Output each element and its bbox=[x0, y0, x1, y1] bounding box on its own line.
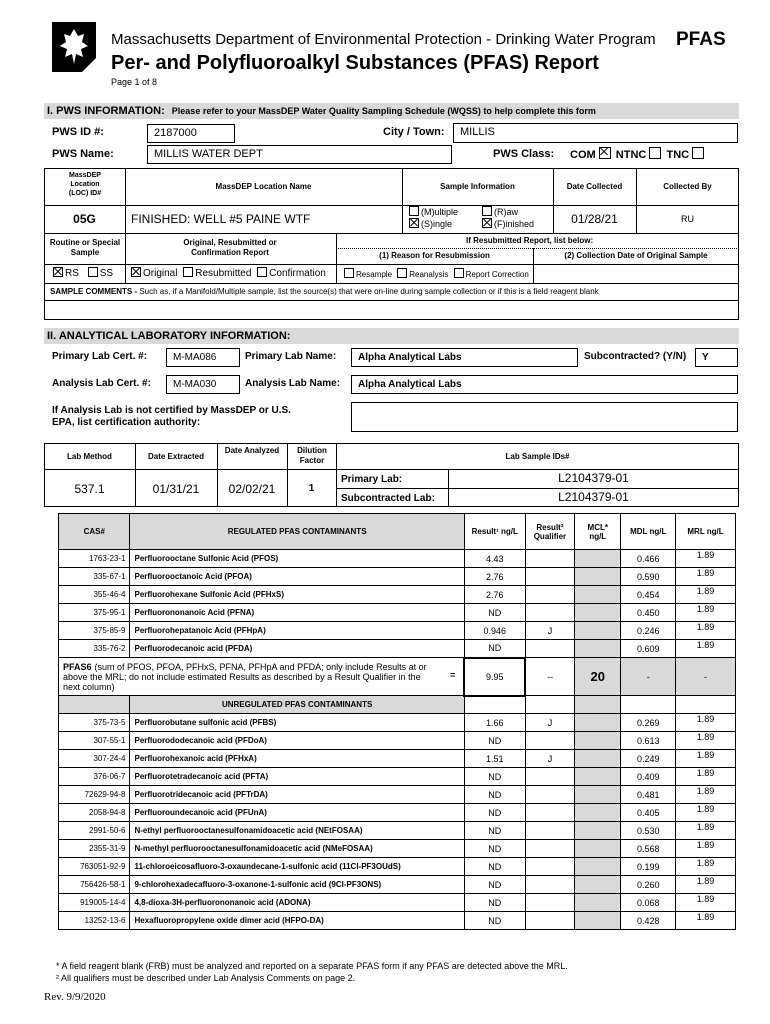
result-value[interactable]: 2.76 bbox=[464, 568, 525, 586]
footnote-frb: * A field reagent blank (FRB) must be analyzed and reported on a separate PFAS form if any PFAS are detected above the MRL. bbox=[56, 961, 568, 971]
cas-number: 375-85-9 bbox=[59, 622, 130, 640]
cas-number: 919005-14-4 bbox=[59, 894, 130, 912]
reason-header: (1) Reason for Resubmission bbox=[379, 251, 490, 260]
table-row bbox=[59, 840, 736, 858]
mdl-value[interactable]: 0.454 bbox=[621, 586, 676, 604]
qualifier-value[interactable] bbox=[525, 640, 574, 658]
unregulated-header-row bbox=[59, 696, 736, 714]
revision-date: Rev. 9/9/2020 bbox=[44, 991, 106, 1003]
contaminants-table bbox=[58, 513, 736, 930]
result-value[interactable]: 2.76 bbox=[464, 586, 525, 604]
table-row bbox=[59, 732, 736, 750]
qualifier-value[interactable] bbox=[525, 894, 574, 912]
mcl-cell bbox=[575, 550, 621, 568]
multiple-checkbox[interactable] bbox=[409, 206, 419, 216]
table-row bbox=[59, 858, 736, 876]
subcontracted-lab-id[interactable]: L2104379-01 bbox=[558, 490, 629, 504]
cas-number: 2355-31-9 bbox=[59, 840, 130, 858]
cas-number: 2991-50-6 bbox=[59, 822, 130, 840]
analysis-cert-field[interactable]: M-MA030 bbox=[166, 375, 240, 394]
class-tnc-checkbox[interactable] bbox=[692, 147, 704, 159]
qualifier-value[interactable] bbox=[525, 768, 574, 786]
certification-authority-field[interactable] bbox=[351, 402, 738, 432]
analysis-cert-label: Analysis Lab Cert. #: bbox=[52, 378, 151, 389]
mrl-value[interactable]: 1.89 bbox=[676, 640, 736, 658]
mdl-value[interactable]: 0.428 bbox=[621, 912, 676, 930]
qualifier-value[interactable] bbox=[525, 586, 574, 604]
mcl-cell bbox=[575, 714, 621, 732]
original-label: Original bbox=[143, 268, 178, 279]
mdl-value[interactable]: 0.568 bbox=[621, 840, 676, 858]
mrl-value[interactable]: 1.89 bbox=[676, 912, 736, 930]
pfas6-text: (sum of PFOS, PFOA, PFHxS, PFNA, PFHpA and PFDA; only include Results at or above the MRL; do not include estimated Results as described by a Result Qualifier in the next column) bbox=[63, 661, 427, 692]
class-ntnc-label: NTNC bbox=[615, 149, 647, 161]
mcl-cell bbox=[575, 732, 621, 750]
original-date-header: (2) Collection Date of Original Sample bbox=[564, 251, 708, 260]
result-value[interactable]: ND bbox=[464, 786, 525, 804]
sample-ids-header: Lab Sample IDs# bbox=[505, 452, 570, 461]
result-header: Result¹ ng/L bbox=[464, 514, 525, 550]
class-ntnc-checkbox[interactable] bbox=[649, 147, 661, 159]
qualifier-value[interactable] bbox=[525, 550, 574, 568]
report-type-options bbox=[131, 267, 326, 279]
resubmitted-header: If Resubmitted Report, list below: bbox=[466, 236, 594, 245]
pws-name-field[interactable]: MILLIS WATER DEPT bbox=[147, 145, 452, 164]
contaminants-header-row bbox=[59, 514, 736, 550]
sample-type-options bbox=[409, 206, 458, 230]
pfas6-mdl: - bbox=[621, 658, 676, 696]
regulated-header: REGULATED PFAS CONTAMINANTS bbox=[130, 514, 464, 550]
contaminant-name: Hexafluoropropylene oxide dimer acid (HFPO-DA) bbox=[130, 912, 464, 930]
resubmitted-label: Resubmitted bbox=[195, 268, 252, 279]
date-analyzed-header: Date Analyzed bbox=[224, 446, 280, 455]
contaminant-name: Perfluorobutane sulfonic acid (PFBS) bbox=[130, 714, 464, 732]
cas-number: 376-06-7 bbox=[59, 768, 130, 786]
raw-label: (R)aw bbox=[494, 207, 518, 217]
original-header: Original, Resubmitted or Confirmation Report bbox=[183, 238, 277, 257]
qualifier-value[interactable] bbox=[525, 858, 574, 876]
contaminant-name: 9-chlorohexadecafluoro-3-oxanone-1-sulfonic acid (9Cl-PF3ONS) bbox=[130, 876, 464, 894]
mcl-cell bbox=[575, 568, 621, 586]
qualifier-value[interactable] bbox=[525, 822, 574, 840]
mrl-value[interactable]: 1.89 bbox=[676, 786, 736, 804]
agency-name: Massachusetts Department of Environmental Protection - Drinking Water Program bbox=[111, 31, 656, 48]
date-analyzed-value[interactable]: 02/02/21 bbox=[228, 482, 276, 496]
contaminant-name: Perfluorooctane Sulfonic Acid (PFOS) bbox=[130, 550, 464, 568]
footnote-qualifiers: ² All qualifiers must be described under Lab Analysis Comments on page 2. bbox=[56, 973, 356, 983]
table-row bbox=[59, 568, 736, 586]
sample-comments bbox=[50, 287, 599, 296]
result-value[interactable]: 0.946 bbox=[464, 622, 525, 640]
mrl-value[interactable]: 1.89 bbox=[676, 858, 736, 876]
pfas6-equals: = bbox=[450, 670, 456, 680]
pfas6-row bbox=[59, 658, 736, 696]
routine-header: Routine or Special Sample bbox=[49, 238, 121, 257]
mcl-cell bbox=[575, 586, 621, 604]
mdl-value[interactable]: 0.199 bbox=[621, 858, 676, 876]
mcl-cell bbox=[575, 840, 621, 858]
table-row bbox=[59, 604, 736, 622]
result-value[interactable]: ND bbox=[464, 640, 525, 658]
analysis-name-label: Analysis Lab Name: bbox=[245, 378, 341, 389]
contaminant-name: Perfluorohepatanoic Acid (PFHpA) bbox=[130, 622, 464, 640]
report-correction-label: Report Correction bbox=[465, 270, 529, 279]
cas-number: 375-73-5 bbox=[59, 714, 130, 732]
result-value[interactable]: 1.51 bbox=[464, 750, 525, 768]
original-checkbox[interactable] bbox=[131, 267, 141, 277]
page-number: Page 1 of 8 bbox=[111, 77, 158, 87]
section2-header: II. ANALYTICAL LABORATORY INFORMATION: bbox=[44, 328, 739, 344]
section1-note: Please refer to your MassDEP Water Quality Sampling Schedule (WQSS) to help complete this form bbox=[171, 106, 596, 116]
class-tnc-label: TNC bbox=[666, 149, 690, 161]
mdl-value[interactable]: 0.269 bbox=[621, 714, 676, 732]
contaminant-name: Perfluorohexanoic acid (PFHxA) bbox=[130, 750, 464, 768]
form-code: PFAS bbox=[676, 29, 726, 50]
table-row bbox=[59, 622, 736, 640]
result-value[interactable]: ND bbox=[464, 840, 525, 858]
header-blank-cell bbox=[525, 696, 574, 714]
pfas6-mcl: 20 bbox=[575, 658, 621, 696]
city-label: City / Town: bbox=[383, 126, 445, 138]
mdl-value[interactable]: 0.068 bbox=[621, 894, 676, 912]
header-blank-cell bbox=[621, 696, 676, 714]
mdl-value[interactable]: 0.409 bbox=[621, 768, 676, 786]
contaminant-name: Perfluorohexane Sulfonic Acid (PFHxS) bbox=[130, 586, 464, 604]
qualifier-value[interactable] bbox=[525, 732, 574, 750]
rs-checkbox[interactable] bbox=[53, 267, 63, 277]
result-value[interactable]: 1.66 bbox=[464, 714, 525, 732]
primary-name-field[interactable]: Alpha Analytical Labs bbox=[351, 348, 578, 367]
qualifier-header: Result² Qualifier bbox=[525, 514, 574, 550]
mdl-value[interactable]: 0.590 bbox=[621, 568, 676, 586]
result-value[interactable]: ND bbox=[464, 912, 525, 930]
confirmation-label: Confirmation bbox=[269, 268, 326, 279]
cas-number: 375-95-1 bbox=[59, 604, 130, 622]
contaminant-name: 11-chloroeicosafluoro-3-oxaundecane-1-sulfonic acid (11Cl-PF3OUdS) bbox=[130, 858, 464, 876]
pfas6-qualifier[interactable]: -- bbox=[525, 658, 574, 696]
finished-label: (F)inished bbox=[494, 219, 535, 229]
resubmitted-checkbox[interactable] bbox=[183, 267, 193, 277]
table-row bbox=[59, 912, 736, 930]
table-row bbox=[59, 750, 736, 768]
mrl-value[interactable]: 1.89 bbox=[676, 714, 736, 732]
loc-name-header: MassDEP Location Name bbox=[215, 182, 312, 191]
sample-info-header: Sample Information bbox=[440, 182, 515, 191]
qualifier-value[interactable] bbox=[525, 912, 574, 930]
massdep-logo bbox=[52, 22, 96, 72]
not-certified-label: If Analysis Lab is not certified by MassDEP or U.S. EPA, list certification authority: bbox=[52, 405, 291, 428]
qualifier-value[interactable]: J bbox=[525, 714, 574, 732]
table-row bbox=[59, 768, 736, 786]
header-blank-cell bbox=[676, 696, 736, 714]
mdl-value[interactable]: 0.609 bbox=[621, 640, 676, 658]
cas-number: 72629-94-8 bbox=[59, 786, 130, 804]
mrl-value[interactable]: 1.89 bbox=[676, 622, 736, 640]
primary-lab-id[interactable]: L2104379-01 bbox=[558, 471, 629, 485]
contaminant-name: Perfluorononanoic Acid (PFNA) bbox=[130, 604, 464, 622]
mcl-cell bbox=[575, 876, 621, 894]
contaminant-name: N-ethyl perfluorooctanesulfonamidoacetic acid (NEtFOSAA) bbox=[130, 822, 464, 840]
mrl-header: MRL ng/L bbox=[676, 514, 736, 550]
mdl-header: MDL ng/L bbox=[621, 514, 676, 550]
result-value[interactable]: ND bbox=[464, 876, 525, 894]
cas-number: 355-46-4 bbox=[59, 586, 130, 604]
reanalysis-checkbox[interactable] bbox=[397, 268, 407, 278]
multiple-label: (M)ultiple bbox=[421, 207, 459, 217]
cas-number: 763051-92-9 bbox=[59, 858, 130, 876]
date-collected-value[interactable]: 01/28/21 bbox=[571, 212, 618, 226]
header-blank-cell bbox=[464, 696, 525, 714]
loc-id-value[interactable]: 05G bbox=[73, 212, 96, 226]
mdl-value[interactable]: 0.613 bbox=[621, 732, 676, 750]
pws-id-field[interactable]: 2187000 bbox=[147, 124, 235, 143]
mcl-cell bbox=[575, 858, 621, 876]
date-collected-header: Date Collected bbox=[566, 182, 623, 191]
cas-number: 756426-58-1 bbox=[59, 876, 130, 894]
qualifier-value[interactable] bbox=[525, 604, 574, 622]
cas-number: 1763-23-1 bbox=[59, 550, 130, 568]
qualifier-value[interactable] bbox=[525, 876, 574, 894]
pws-class-label: PWS Class: bbox=[493, 148, 555, 160]
result-value[interactable]: ND bbox=[464, 858, 525, 876]
contaminant-name: Perfluoroundecanoic acid (PFUnA) bbox=[130, 804, 464, 822]
mcl-cell bbox=[575, 622, 621, 640]
pfas6-result[interactable]: 9.95 bbox=[464, 658, 525, 696]
contaminant-name: Perfluorododecanoic acid (PFDoA) bbox=[130, 732, 464, 750]
single-checkbox[interactable] bbox=[409, 218, 419, 228]
mdl-value[interactable]: 0.481 bbox=[621, 786, 676, 804]
result-value[interactable]: ND bbox=[464, 604, 525, 622]
loc-id-header: MassDEP Location (LOC) ID# bbox=[68, 172, 102, 197]
contaminant-name: 4,8-dioxa-3H-perfluorononanoic acid (ADONA) bbox=[130, 894, 464, 912]
cas-number: 2058-94-8 bbox=[59, 804, 130, 822]
contaminant-name: Perfluorotridecanoic acid (PFTrDA) bbox=[130, 786, 464, 804]
header-blank-cell bbox=[575, 696, 621, 714]
mdl-value[interactable]: 0.405 bbox=[621, 804, 676, 822]
cas-number: 307-24-4 bbox=[59, 750, 130, 768]
page-title: Per- and Polyfluoroalkyl Substances (PFAS) Report bbox=[111, 52, 599, 74]
mrl-value[interactable]: 1.89 bbox=[676, 550, 736, 568]
unregulated-header-spacer bbox=[59, 696, 130, 714]
lab-method-value[interactable]: 537.1 bbox=[74, 482, 105, 496]
mrl-value[interactable]: 1.89 bbox=[676, 804, 736, 822]
result-value[interactable]: ND bbox=[464, 768, 525, 786]
table-row bbox=[59, 786, 736, 804]
mrl-value[interactable]: 1.89 bbox=[676, 768, 736, 786]
collected-by-value[interactable]: RU bbox=[681, 214, 694, 224]
table-row bbox=[59, 714, 736, 732]
cas-number: 335-76-2 bbox=[59, 640, 130, 658]
result-value[interactable]: ND bbox=[464, 732, 525, 750]
mcl-cell bbox=[575, 604, 621, 622]
analysis-name-field[interactable]: Alpha Analytical Labs bbox=[351, 375, 738, 394]
result-value[interactable]: ND bbox=[464, 822, 525, 840]
mcl-cell bbox=[575, 894, 621, 912]
primary-name-label: Primary Lab Name: bbox=[245, 351, 337, 362]
date-extracted-value[interactable]: 01/31/21 bbox=[152, 482, 200, 496]
lab-method-header: Lab Method bbox=[67, 452, 112, 461]
table-row bbox=[59, 822, 736, 840]
mrl-value[interactable]: 1.89 bbox=[676, 732, 736, 750]
section1-title: I. PWS INFORMATION: bbox=[47, 105, 165, 117]
mrl-value[interactable]: 1.89 bbox=[676, 604, 736, 622]
contaminant-name: Perfluorotetradecanoic acid (PFTA) bbox=[130, 768, 464, 786]
qualifier-value[interactable] bbox=[525, 786, 574, 804]
rs-label: RS bbox=[65, 268, 79, 279]
sample-comments-label: SAMPLE COMMENTS - bbox=[50, 287, 138, 296]
cas-number: 307-55-1 bbox=[59, 732, 130, 750]
table-row bbox=[59, 550, 736, 568]
dilution-value[interactable]: 1 bbox=[308, 483, 315, 494]
table-row bbox=[59, 894, 736, 912]
qualifier-value[interactable] bbox=[525, 568, 574, 586]
reanalysis-label: Reanalysis bbox=[409, 270, 449, 279]
mrl-value[interactable]: 1.89 bbox=[676, 894, 736, 912]
finished-checkbox[interactable] bbox=[482, 218, 492, 228]
subcontracted-label: Subcontracted? (Y/N) bbox=[584, 351, 687, 362]
qualifier-value[interactable] bbox=[525, 804, 574, 822]
mrl-value[interactable]: 1.89 bbox=[676, 586, 736, 604]
sample-source-options bbox=[482, 206, 534, 230]
pfas6-mrl: - bbox=[676, 658, 736, 696]
date-extracted-header: Date Extracted bbox=[147, 452, 205, 461]
mrl-value[interactable]: 1.89 bbox=[676, 876, 736, 894]
subcontracted-lab-label: Subcontracted Lab: bbox=[341, 493, 435, 504]
mcl-cell bbox=[575, 804, 621, 822]
resample-label: Resample bbox=[356, 270, 393, 279]
mdl-value[interactable]: 0.466 bbox=[621, 550, 676, 568]
mdl-value[interactable]: 0.530 bbox=[621, 822, 676, 840]
class-com-label: COM bbox=[570, 149, 596, 161]
routine-options bbox=[53, 267, 113, 279]
resubmission-reason-options bbox=[344, 268, 529, 279]
primary-cert-field[interactable]: M-MA086 bbox=[166, 348, 240, 367]
section1-header bbox=[44, 103, 739, 119]
pws-name-label: PWS Name: bbox=[52, 148, 114, 160]
dilution-header: Dilution Factor bbox=[297, 446, 327, 465]
mrl-value[interactable]: 1.89 bbox=[676, 822, 736, 840]
mcl-cell bbox=[575, 750, 621, 768]
pws-class-options bbox=[570, 147, 706, 161]
primary-lab-label: Primary Lab: bbox=[341, 474, 403, 485]
result-value[interactable]: 4.43 bbox=[464, 550, 525, 568]
mrl-value[interactable]: 1.89 bbox=[676, 750, 736, 768]
cas-header: CAS# bbox=[59, 514, 130, 550]
qualifier-value[interactable]: J bbox=[525, 622, 574, 640]
mcl-cell bbox=[575, 786, 621, 804]
table-row bbox=[59, 640, 736, 658]
contaminant-name: Perfluorooctanoic Acid (PFOA) bbox=[130, 568, 464, 586]
sample-comments-note: Such as, if a Manifold/Multiple sample, list the source(s) that were on-line during sample collection or if this is a field reagent blank bbox=[139, 287, 599, 296]
mcl-header: MCL* ng/L bbox=[575, 514, 621, 550]
pfas6-label: PFAS6 bbox=[63, 661, 92, 672]
mdl-value[interactable]: 0.249 bbox=[621, 750, 676, 768]
ss-checkbox[interactable] bbox=[88, 267, 98, 277]
mcl-cell bbox=[575, 768, 621, 786]
contaminant-name: Perfluorodecanoic acid (PFDA) bbox=[130, 640, 464, 658]
city-field[interactable]: MILLIS bbox=[453, 123, 738, 143]
single-label: (S)ingle bbox=[421, 219, 453, 229]
contaminant-name: N-methyl perfluorooctanesulfonamidoacetic acid (NMeFOSAA) bbox=[130, 840, 464, 858]
cas-number: 335-67-1 bbox=[59, 568, 130, 586]
pfas6-description bbox=[59, 658, 465, 696]
unregulated-header: UNREGULATED PFAS CONTAMINANTS bbox=[130, 696, 464, 714]
mcl-cell bbox=[575, 640, 621, 658]
table-row bbox=[59, 876, 736, 894]
result-value[interactable]: ND bbox=[464, 894, 525, 912]
class-com-checkbox[interactable] bbox=[599, 147, 611, 159]
mdl-value[interactable]: 0.450 bbox=[621, 604, 676, 622]
sample-comments-field[interactable] bbox=[45, 301, 738, 319]
confirmation-checkbox[interactable] bbox=[257, 267, 267, 277]
table-row bbox=[59, 804, 736, 822]
ss-label: SS bbox=[99, 268, 114, 279]
mdl-value[interactable]: 0.260 bbox=[621, 876, 676, 894]
mrl-value[interactable]: 1.89 bbox=[676, 840, 736, 858]
table-row bbox=[59, 586, 736, 604]
report-correction-checkbox[interactable] bbox=[454, 268, 464, 278]
mrl-value[interactable]: 1.89 bbox=[676, 568, 736, 586]
mdl-value[interactable]: 0.246 bbox=[621, 622, 676, 640]
qualifier-value[interactable] bbox=[525, 840, 574, 858]
raw-checkbox[interactable] bbox=[482, 206, 492, 216]
result-value[interactable]: ND bbox=[464, 804, 525, 822]
cas-number: 13252-13-6 bbox=[59, 912, 130, 930]
subcontracted-field[interactable]: Y bbox=[695, 348, 738, 367]
primary-cert-label: Primary Lab Cert. #: bbox=[52, 351, 148, 362]
collected-by-header: Collected By bbox=[663, 182, 712, 191]
resample-checkbox[interactable] bbox=[344, 268, 354, 278]
pws-id-label: PWS ID #: bbox=[52, 126, 104, 138]
loc-name-value[interactable]: FINISHED: WELL #5 PAINE WTF bbox=[131, 212, 311, 226]
mcl-cell bbox=[575, 912, 621, 930]
qualifier-value[interactable]: J bbox=[525, 750, 574, 768]
mcl-cell bbox=[575, 822, 621, 840]
